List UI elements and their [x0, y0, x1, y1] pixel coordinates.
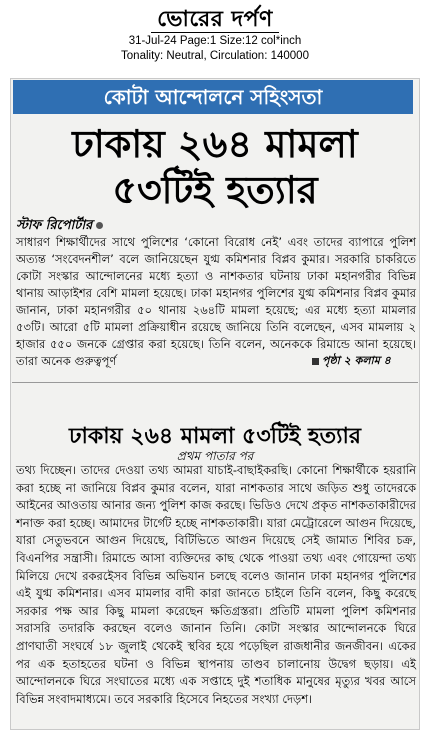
byline: [16, 218, 103, 234]
headline-line-1: ঢাকায় ২৬৪ মামলা: [72, 121, 358, 166]
continued-on-label: [312, 352, 391, 371]
continuation-headline: ঢাকায় ২৬৪ মামলা ৫৩টিই হত্যার: [69, 423, 361, 449]
clip-meta-date-page: 31-Jul-24 Page:1 Size:12 col*inch: [128, 35, 302, 47]
from-front-page-label: প্রথম পাতার পর: [176, 449, 254, 463]
headline-line-2: ৫৩টিই হত্যার: [112, 167, 318, 212]
kicker-banner: কোটা আন্দোলনে সহিংসতা: [13, 80, 413, 114]
newspaper-logo: ভোরের দর্পণ: [151, 6, 279, 33]
jump-text: পৃষ্ঠা ২ কলাম ৪: [322, 354, 391, 367]
byline-text: স্টাফ রিপোর্টার: [16, 218, 93, 233]
article-body-continued: তথ্য দিচ্ছেন। তাদের দেওয়া তথ্য আমরা যাচাই-বাছাইকরছি। কোনো শিক্ষার্থীকে হয়রানি করা হচ্ছে না জানিয়ে বিপ্লব কুমার বলেন, যারা নাশকতার সাথে জড়িত শুধু তাদেরকে আইনের আওতায় আনার জন্য পুলিশ কাজ করছে। ভিডিও দেখে প্রকৃত নাশকতাকারীদের শনাক্ত করা হচ্ছে। আমাদের টার্গেট হচ্ছে নাশকতাকারী। যারা মেট্রোরেলে আগুন দিয়েছে, যারা সেতুভবনে আগুন দিয়েছে, বিটিভিতে আগুন দিয়েছে সেই জামাত শিবির চক্র, বিএনপির সন্ত্রাসী। রিমান্ডে আসা ব্যক্তিদের কাছ থেকে পাওয়া তথ্য এবং গোয়েন্দা তথ্য মিলিয়ে দেখে রকরইেসব বিভিন্ন অভিযান চলছে বলেও জানান ঢাকা মহানগর পুলিশের এই যুগ্ম কমিশনার। এসব মামলার বাদী কারা জানতে চাইলে তিনি বলেন, কিছু করেছে সরকার পক্ষ আর কিছু মামলা করেছেন ক্ষতিগ্রস্তরা। প্রতিটি মামলা পুলিশ কমিশনার সরাসরি তদারকি করছেন বলেও জানান তিনি। কোটা সংস্কার আন্দোলনকে ঘিরে প্রাণঘাতী সংঘর্ষে ১৮ জুলাই থেকেই স্থবির হয়ে পড়েছিল রাজধানীর জনজীবন। একের পর এক হতাহতের ঘটনা ও বিভিন্ন স্থাপনায় তাণ্ডব চালানোয় উদ্বেগ ছড়ায়। এই আন্দোলনকে ঘিরে সংঘাতের মধ্যে এক সপ্তাহে দুই শতাধিক মানুষের মৃত্যুর খবর আসে বিভিন্ন সংবাদমাধ্যমে। তবে সরকারি হিসেবে নিহতের সংখ্যা দেড়শ।: [16, 463, 416, 706]
masthead: [0, 6, 430, 33]
article-body-front: সাধারণ শিক্ষার্থীদের সাথে পুলিশের ‘কোনো বিরোধ নেই’ এবং তাদের ব্যাপারে পুলিশ অত্যন্ত ‘সংবেদনশীল’ বলে জানিয়েছেন যুগ্ম কমিশনার বিপ্লব কুমার। সরকারি চাকরিতে কোটা সংস্কার আন্দোলনের মধ্যে হত্যা ও নাশকতার ঘটনায় ঢাকা মহানগরীর বিভিন্ন থানায় আড়াইশর বেশি মামলা হয়েছে। ঢাকা মহানগর পুলিশের যুগ্ম কমিশনার বিপ্লব কুমার জানান, ঢাকা মহানগরীর ৫০ থানায় ২৬৪টি মামলা হয়েছে; এর মধ্যে হত্যা মামলার ৫৩টি। আরো ৫টি মামলা প্রক্রিয়াধীন রয়েছে জানিয়ে তিনি বলেছেন, এসব মামলায় ২ হাজার ৫৫০ জনকে গ্রেপ্তার করা হয়েছে। তিনি বলেন, অনেককে রিমান্ডে আনা হয়েছে। তারা অনেক গুরুত্বপূর্ণ: [16, 235, 416, 368]
section-divider: [12, 382, 418, 383]
square-bullet-icon: [312, 358, 319, 365]
bullet-icon: [96, 222, 103, 229]
clip-meta-tonality: Tonality: Neutral, Circulation: 140000: [121, 50, 309, 62]
